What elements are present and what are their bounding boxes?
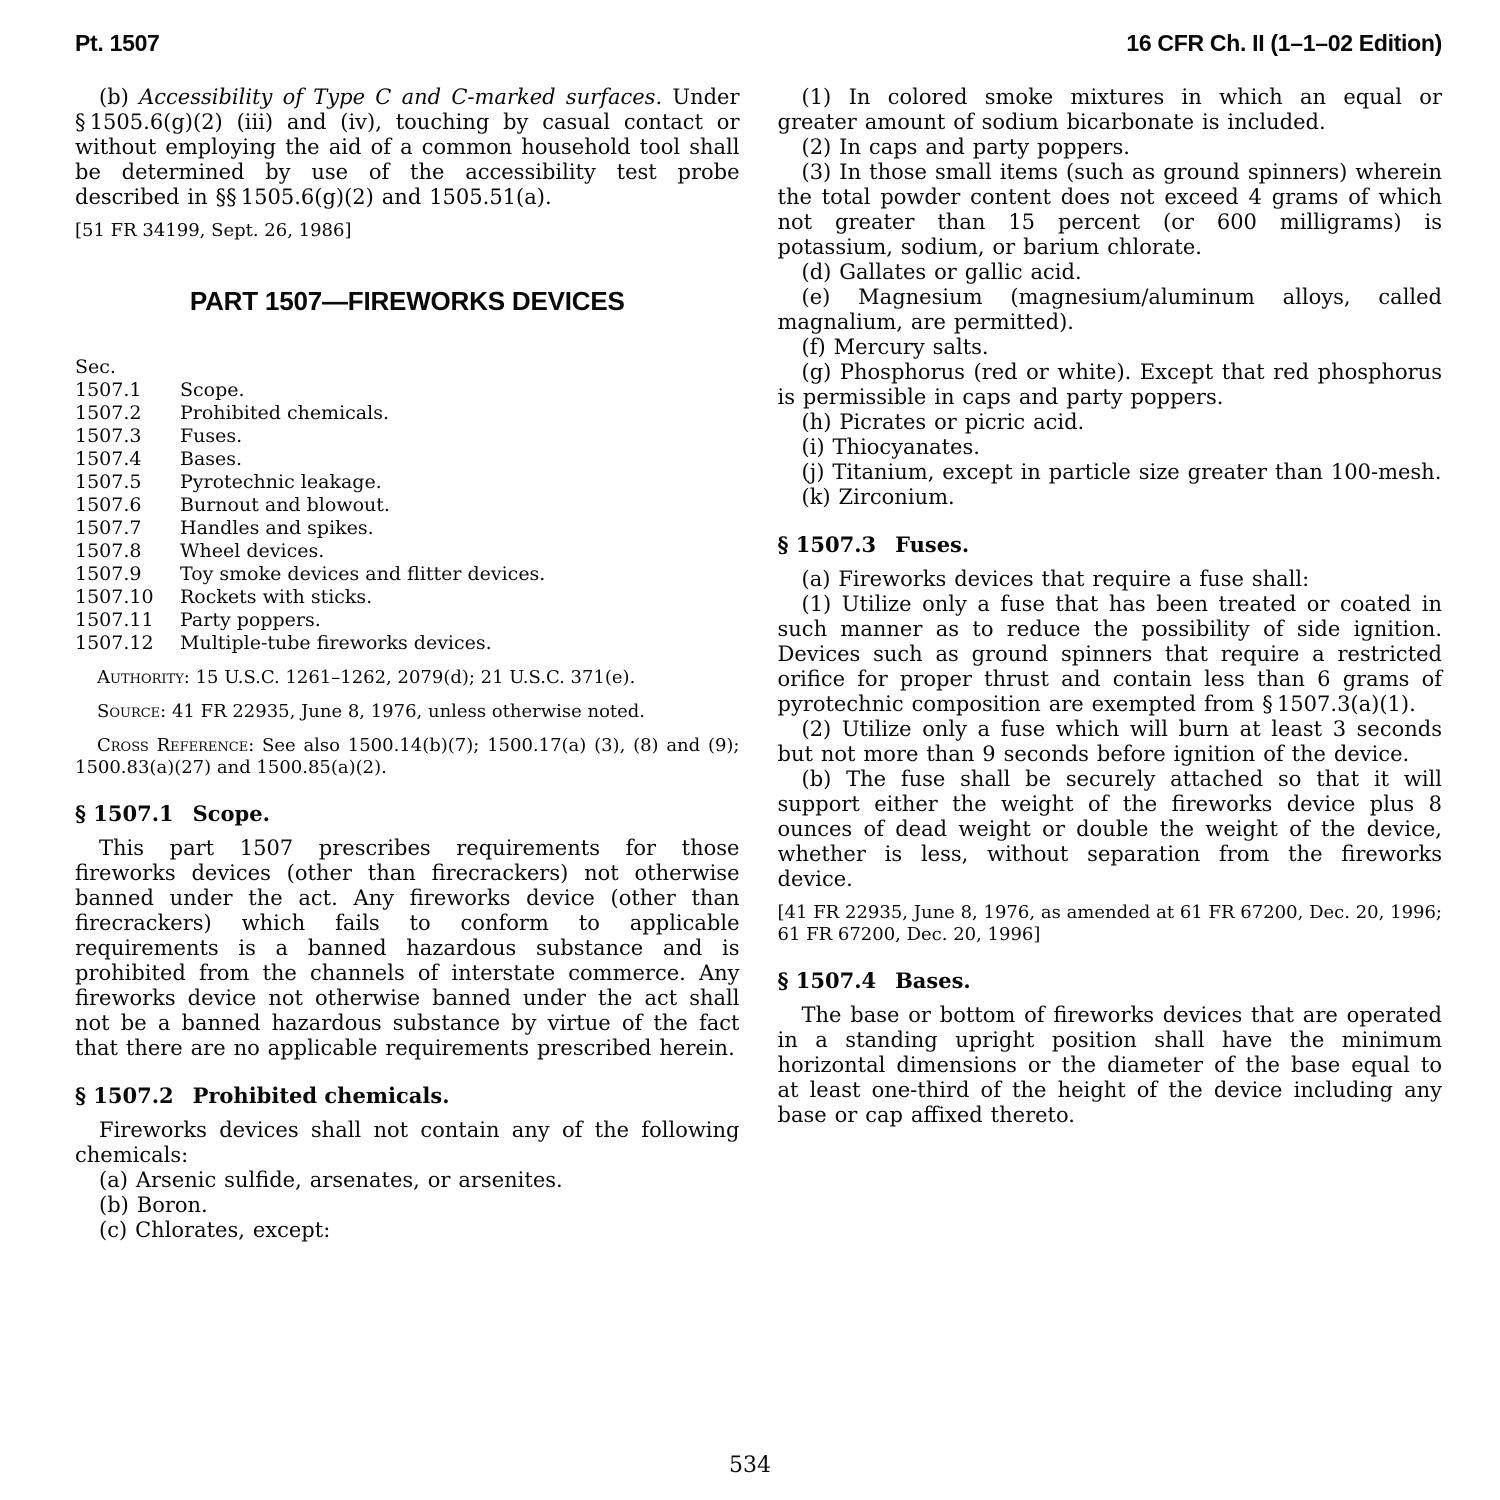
toc-section-number: 1507.2 [75,402,142,424]
text-run: (1) In colored smoke mixtures in which an equal or greater amount of sodium bicarbonate is included. [777,85,1442,134]
toc-section-label: Bases. [180,448,243,470]
italic-text: Accessibility of Type C and C-marked surfaces. [139,85,663,109]
text-run: (b) The fuse shall be securely attached so that it will support either the weight of the fireworks device plus 8 ounces of dead weight or double the weight of the device, whether is less, without separation from the fireworks device. [777,767,1442,891]
toc-section-number: 1507.12 [75,632,154,654]
left-column [75,85,740,1243]
text-run: The base or bottom of fireworks devices that are operated in a standing upright position shall have the minimum horizontal dimensions or the diameter of the base equal to at least one-third of the height of the device including any base or cap affixed thereto. [777,1003,1442,1127]
toc-section-number: 1507.11 [75,609,154,631]
paragraph [778,360,1443,410]
text-run: See also 1500.14(b)(7); 1500.17(a) (3), (8) and (9); 1500.83(a)(27) and 1500.85(a)(2). [75,735,740,778]
text-run: (f) Mercury salts. [801,335,989,359]
toc-item [75,517,740,540]
text-run: (j) Titanium, except in particle size greater than 100-mesh. [801,460,1442,484]
text-run: (g) Phosphorus (red or white). Except that red phosphorus is permissible in caps and party poppers. [777,360,1442,409]
section-heading [778,532,1443,557]
running-head-left: Pt. 1507 [75,30,160,56]
paragraph [75,1168,740,1193]
paragraph [778,717,1443,767]
paragraph [75,1218,740,1243]
section-heading [778,968,1443,993]
text-run: (i) Thiocyanates. [801,435,980,459]
page-number: 534 [729,1453,771,1478]
text-run: (k) Zirconium. [801,485,955,509]
paragraph [778,135,1443,160]
running-head-right: 16 CFR Ch. II (1–1–02 Edition) [1126,30,1442,56]
paragraph [778,335,1443,360]
toc-section-number: 1507.1 [75,379,142,401]
toc-section-label: Prohibited chemicals. [180,402,389,424]
paragraph [778,410,1443,435]
toc-section-label: Fuses. [180,425,243,447]
toc-section-label: Pyrotechnic leakage. [180,471,382,493]
toc-section-label: Handles and spikes. [180,517,374,539]
smallcaps-text: Source: [97,701,172,722]
text-run: This part 1507 prescribes requirements for those fireworks devices (other than firecrackers) not otherwise banned under the act. Any fireworks device (other than firecrackers) which fails to conform to applicable requirements is a banned hazardous substance and is prohibited from the channels of interstate commerce. Any fireworks device not otherwise banned under the act shall not be a banned hazardous substance by virtue of the fact that there are no applicable requirements prescribed herein. [75,836,740,1060]
toc-item [75,609,740,632]
paragraph [75,1193,740,1218]
paragraph [778,160,1443,260]
toc-section-number: 1507.7 [75,517,142,539]
text-run: Fireworks devices shall not contain any of the following chemicals: [75,1118,740,1167]
reference-note [75,701,740,723]
text-run: (c) Chlorates, except: [99,1218,331,1242]
text-run: 41 FR 22935, June 8, 1976, unless otherwise noted. [171,701,646,722]
paragraph [778,285,1443,335]
paragraph [75,1118,740,1168]
citation-note: [51 FR 34199, Sept. 26, 1986] [75,220,352,241]
toc-section-number: 1507.4 [75,448,142,470]
part-heading: PART 1507—FIREWORKS DEVICES [189,286,625,316]
section-number: § 1507.2 [75,1083,174,1108]
toc-item [75,402,740,425]
toc-section-label: Wheel devices. [180,540,325,562]
paragraph [75,836,740,1061]
section-heading [75,801,740,826]
paragraph [778,435,1443,460]
citation-note: [41 FR 22935, June 8, 1976, as amended at 61 FR 67200, Dec. 20, 1996; 61 FR 67200, Dec. 20, 1996] [777,902,1442,945]
section-number: § 1507.1 [75,801,174,826]
paragraph [778,85,1443,135]
paragraph [75,85,740,210]
toc-section-number: 1507.9 [75,563,142,585]
paragraph [778,1003,1443,1128]
toc-section-number: 1507.8 [75,540,142,562]
toc-item [75,379,740,402]
toc-item [75,471,740,494]
paragraph [778,260,1443,285]
toc-section-label: Toy smoke devices and flitter devices. [180,563,546,585]
toc-item [75,448,740,471]
toc-item [75,540,740,563]
section-number: § 1507.4 [777,968,877,993]
toc-section-label: Burnout and blowout. [180,494,390,516]
section-number: § 1507.3 [777,532,877,557]
toc-item [75,494,740,517]
content-columns [75,85,1442,1243]
toc-section-number: 1507.3 [75,425,142,447]
paragraph [778,767,1443,892]
text-run: Under § 1505.6(g)(2) (iii) and (iv), touching by casual contact or without employing the aid of a common household tool shall be determined by use of the accessibility test probe described in §§ 1505.6(g)(2) and 1505.51(a). [75,85,740,209]
text-run: (h) Picrates or picric acid. [801,410,1085,434]
page-header [75,30,1442,57]
toc-section-number: 1507.5 [75,471,142,493]
toc-section-label: Multiple-tube fireworks devices. [180,632,492,654]
toc-item [75,425,740,448]
toc-item [75,586,740,609]
toc-section-number: 1507.6 [75,494,142,516]
text-run: (a) Arsenic sulfide, arsenates, or arsenites. [99,1168,563,1192]
reference-note [75,667,740,689]
toc-item [75,563,740,586]
section-title: Prohibited chemicals. [192,1083,450,1108]
paragraph [778,592,1443,717]
section-title: Fuses. [895,532,970,557]
paragraph [778,460,1443,485]
toc-section-label: Rockets with sticks. [180,586,373,608]
text-run: (b) Boron. [99,1193,208,1217]
paragraph [778,567,1443,592]
right-column [778,85,1443,1243]
text-run: (e) Magnesium (magnesium/aluminum alloys, called magnalium, are permitted). [777,285,1442,334]
toc-section-label: Scope. [180,379,245,401]
toc-heading: Sec. [75,356,116,378]
toc-section-number: 1507.10 [75,586,154,608]
text-run: (d) Gallates or gallic acid. [801,260,1082,284]
text-run: (1) Utilize only a fuse that has been treated or coated in such manner as to reduce the possibility of side ignition. Devices such as ground spinners that require a restricted orifice for proper thrust and contain less than 6 grams of pyrotechnic composition are exempted from § 1507.3(a)(1). [777,592,1442,716]
toc-section-label: Party poppers. [180,609,321,631]
section-title: Bases. [895,968,971,993]
paragraph [778,485,1443,510]
reference-note [75,735,740,779]
text-run: (b) [99,85,140,109]
section-title: Scope. [192,801,270,826]
toc-item [75,632,740,655]
section-heading [75,1083,740,1108]
text-run: (2) In caps and party poppers. [801,135,1130,159]
text-run: (3) In those small items (such as ground spinners) wherein the total powder content does not exceed 4 grams of which not greater than 15 percent (or 600 milligrams) is potassium, sodium, or barium chlorate. [777,160,1442,259]
page-footer [0,1453,1500,1478]
smallcaps-text: Authority: [97,667,196,688]
text-run: (2) Utilize only a fuse which will burn at least 3 seconds but not more than 9 seconds before ignition of the device. [777,717,1442,766]
text-run: (a) Fireworks devices that require a fuse shall: [801,567,1310,591]
smallcaps-text: Cross Reference: [97,735,263,756]
text-run: 15 U.S.C. 1261–1262, 2079(d); 21 U.S.C. 371(e). [195,667,636,688]
